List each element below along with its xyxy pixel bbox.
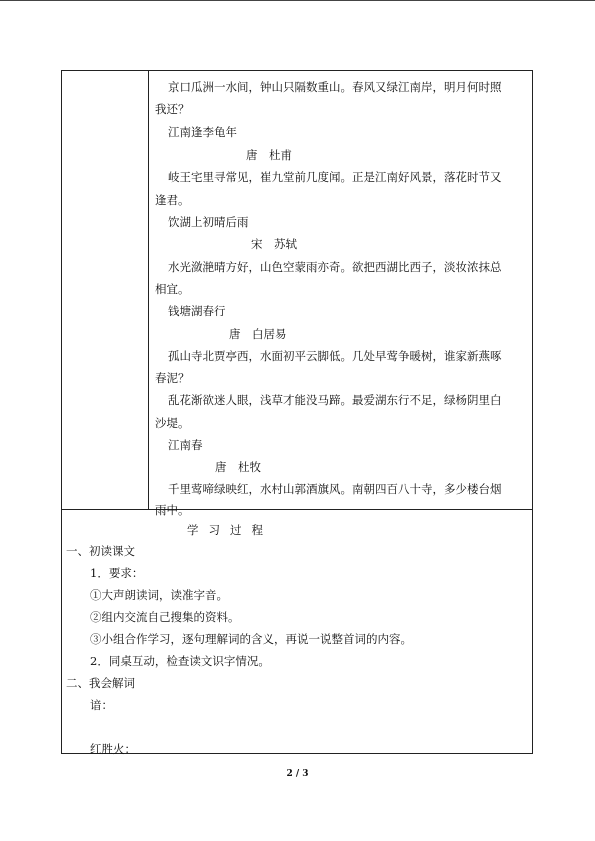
poem1-line1: 京口瓜洲一水间，钟山只隔数重山。春风又绿江南岸，明月何时照 [168, 80, 502, 94]
poem5-author: 唐 杜牧 [215, 460, 261, 474]
poem4-author: 唐 白居易 [229, 327, 287, 341]
section2-word1: 谙： [90, 698, 113, 712]
poem4-line2: 春泥？ [155, 371, 190, 385]
poems-cell [149, 71, 532, 517]
poem3-title: 饮湖上初晴后雨 [168, 215, 249, 229]
poem2-line1: 岐王宅里寻常见，崔九堂前几度闻。正是江南好风景，落花时节又 [168, 170, 502, 184]
section1-heading: 一、初读课文 [66, 544, 135, 558]
poem2-title: 江南逢李龟年 [168, 125, 237, 139]
poem5-line2: 雨中。 [155, 503, 190, 517]
poem2-line2: 逢君。 [155, 193, 190, 207]
poem3-line1: 水光潋滟晴方好，山色空蒙雨亦奇。欲把西湖比西子，淡妆浓抹总 [168, 260, 502, 274]
poem3-line2: 相宜。 [155, 282, 190, 296]
poem4-line1: 孤山寺北贾亭西，水面初平云脚低。几处早莺争暖树，谁家新燕啄 [168, 349, 502, 363]
poem4-title: 钱塘湖春行 [168, 304, 226, 318]
header-rule [0, 0, 595, 1]
poem3-author: 宋 苏轼 [251, 237, 297, 251]
section1-item2: 2．同桌互动，检查读文识字情况。 [90, 654, 270, 668]
section2-heading: 二、我会解词 [66, 676, 135, 690]
section1-item1b: ②组内交流自己搜集的资料。 [90, 610, 240, 624]
poem5-line1: 千里莺啼绿映红，水村山郭酒旗风。南朝四百八十寺，多少楼台烟 [168, 482, 502, 496]
page-number: 2 / 3 [286, 769, 309, 779]
poem5-title: 江南春 [168, 438, 203, 452]
section1-item1: 1．要求： [90, 566, 144, 580]
poem4-line3: 乱花渐欲迷人眼，浅草才能没马蹄。最爱湖东行不足，绿杨阴里白 [168, 393, 502, 407]
poem2-author: 唐 杜甫 [246, 148, 292, 162]
poem4-line4: 沙堤。 [155, 416, 190, 430]
poems-row [62, 71, 532, 517]
section2-word2: 红胜火： [90, 742, 136, 756]
process-title: 学习过程 [187, 523, 273, 537]
section1-item1c: ③小组合作学习，逐句理解词的含义，再说一说整首词的内容。 [90, 632, 412, 646]
poem1-line2: 我还？ [155, 102, 190, 116]
section1-item1a: ①大声朗读词，读准字音。 [90, 588, 228, 602]
lesson-table [61, 70, 533, 754]
